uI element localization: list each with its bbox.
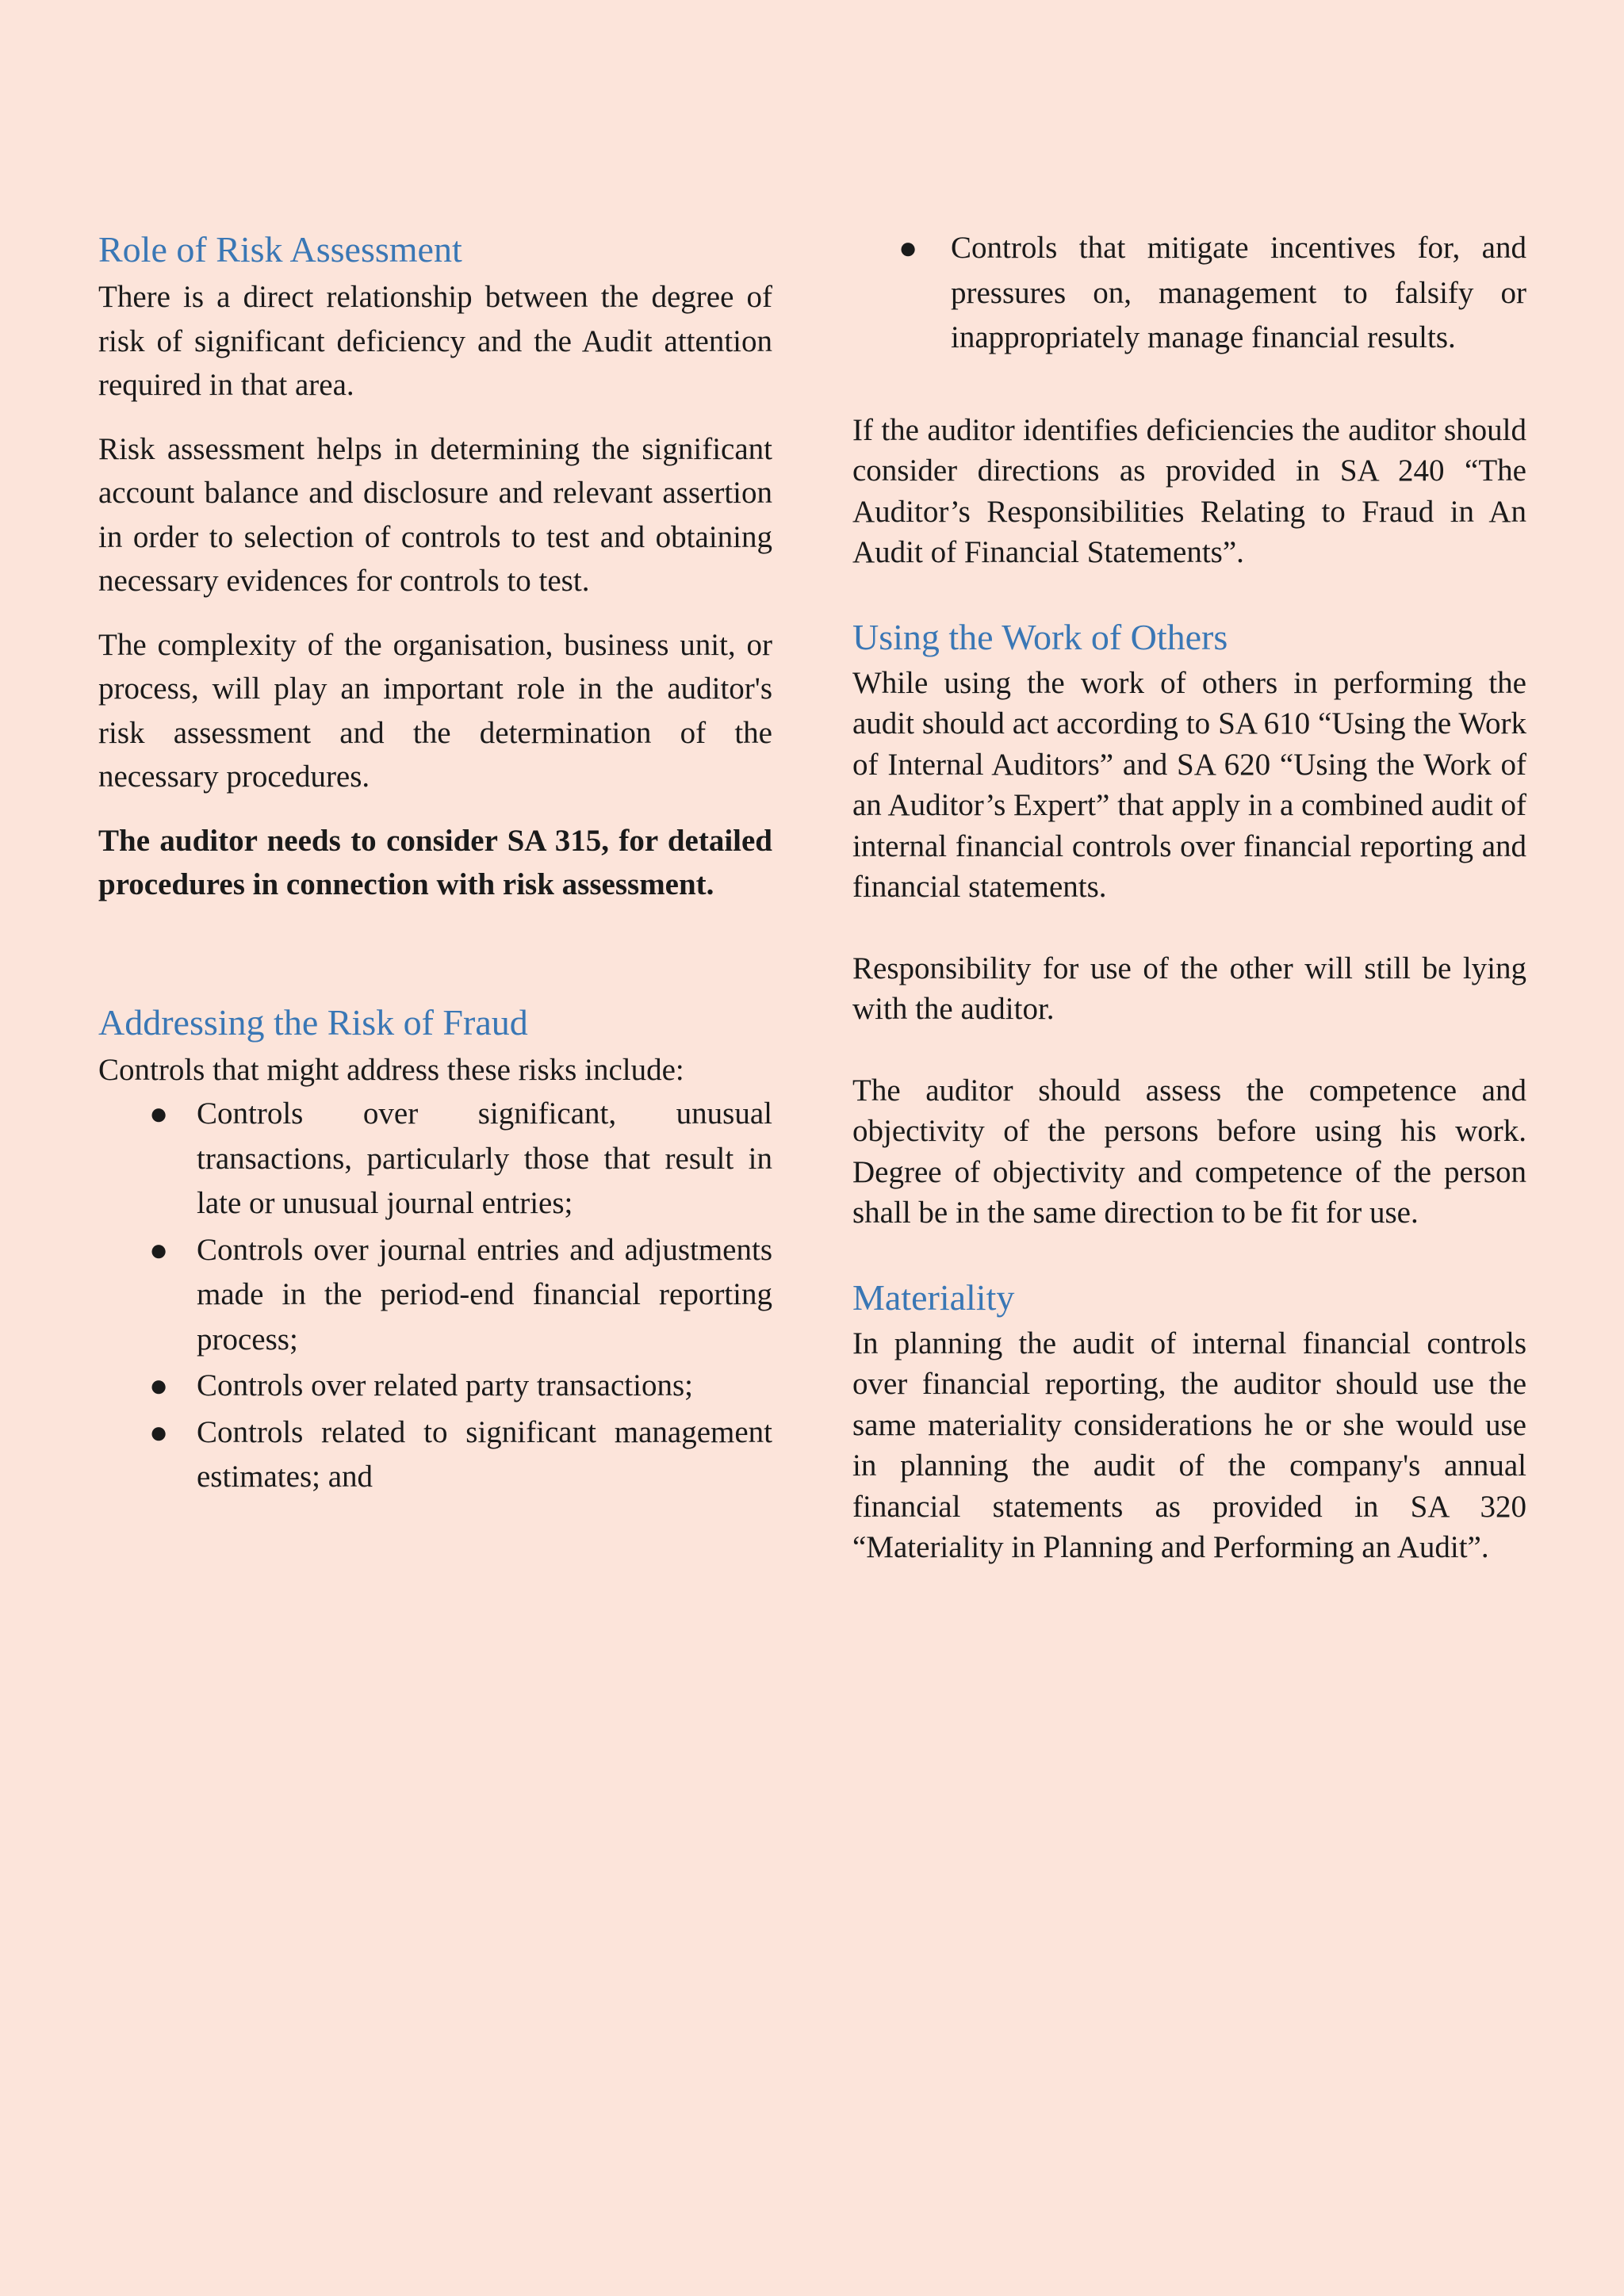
work-of-others-paragraph-2: Responsibility for use of the other will still be lying with the auditor. xyxy=(852,951,1526,1026)
bullet-icon: ● xyxy=(898,230,918,266)
right-column xyxy=(852,226,1526,1609)
list-item xyxy=(98,1410,772,1500)
risk-assessment-paragraph-4: The auditor needs to consider SA 315, for detailed procedures in connection with risk assessment. xyxy=(98,823,772,901)
fraud-controls-list xyxy=(98,1092,772,1500)
bullet-icon: ● xyxy=(149,1368,169,1403)
bullet-icon: ● xyxy=(149,1414,169,1450)
materiality-paragraph-1: In planning the audit of internal financial controls over financial reporting, the auditor should use the same materiality considerations he or she would use in planning the audit of the company's annual financial statements as provided in SA 320 “Materiality in Planning and Performing an Audit”. xyxy=(852,1326,1526,1564)
risk-assessment-paragraph-2: Risk assessment helps in determining the significant account balance and disclosure and relevant assertion in order to selection of controls to test and obtaining necessary evidences for controls to test. xyxy=(98,431,772,598)
risk-assessment-paragraph-1: There is a direct relationship between the degree of risk of significant deficiency and the Audit attention required in that area. xyxy=(98,280,772,402)
materiality-heading: Materiality xyxy=(852,1276,1015,1318)
list-item-text: Controls over related party transactions; xyxy=(197,1368,693,1402)
left-column xyxy=(98,226,772,1502)
fraud-intro: Controls that might address these risks include: xyxy=(98,1052,684,1087)
bullet-icon: ● xyxy=(149,1096,169,1131)
work-of-others-paragraph-3: The auditor should assess the competence and objectivity of the persons before using his work. Degree of objectivity and competence of the person shall be in the same direction to be fit for use. xyxy=(852,1073,1526,1230)
fraud-sa240-paragraph: If the auditor identifies deficiencies the auditor should consider directions as provided in SA 240 “The Auditor’s Responsibilities Relating to Fraud in An Audit of Financial Statements”. xyxy=(852,412,1526,569)
work-of-others-paragraph-1: While using the work of others in performing the audit should act according to SA 610 “Using the Work of Internal Auditors” and SA 620 “Using the Work of an Auditor’s Expert” that apply in a combined audit of internal financial controls over financial reporting and financial statements. xyxy=(852,665,1526,904)
fraud-heading: Addressing the Risk of Fraud xyxy=(98,1001,528,1043)
list-item-text: Controls over journal entries and adjustments made in the period-end financial reporting process; xyxy=(197,1232,772,1357)
bullet-icon: ● xyxy=(149,1231,169,1268)
fraud-controls-list-continued xyxy=(852,226,1526,361)
list-item xyxy=(98,1228,772,1363)
list-item-text: Controls that mitigate incentives for, and pressures on, management to falsify or inappropriately manage financial results. xyxy=(951,231,1526,354)
list-item-text: Controls over significant, unusual transactions, particularly those that result in late or unusual journal entries; xyxy=(197,1096,772,1220)
risk-assessment-paragraph-3: The complexity of the organisation, business unit, or process, will play an important role in the auditor's risk assessment and the determination of the necessary procedures. xyxy=(98,627,772,794)
list-item xyxy=(98,1364,772,1409)
work-of-others-heading: Using the Work of Others xyxy=(852,616,1228,657)
list-item xyxy=(852,226,1526,361)
list-item xyxy=(98,1092,772,1226)
risk-assessment-heading: Role of Risk Assessment xyxy=(98,229,462,270)
list-item-text: Controls related to significant management estimates; and xyxy=(197,1414,772,1494)
